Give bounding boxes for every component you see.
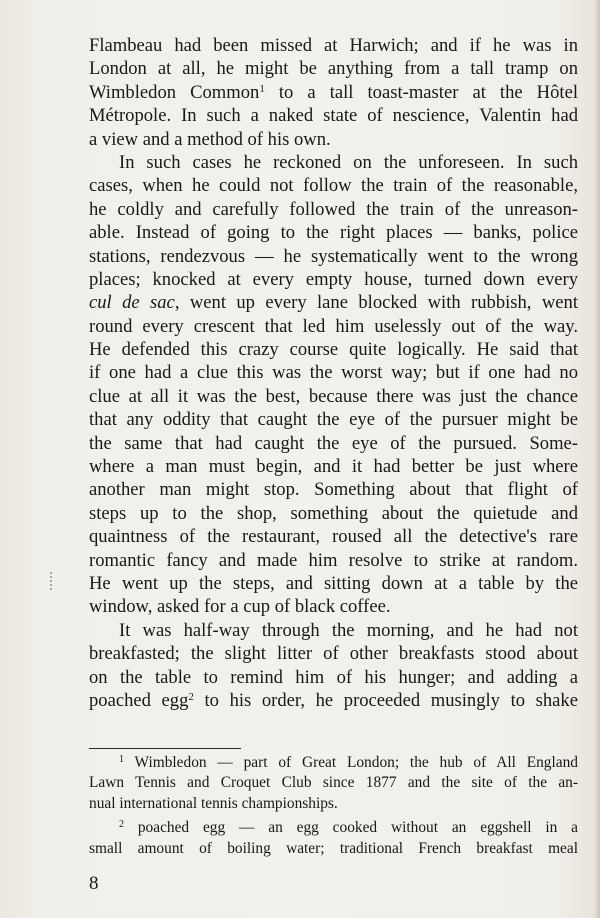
text-line: Métropole. In such a naked state of nescience, Valentin had (89, 105, 578, 127)
footnote-line: Lawn Tennis and Croquet Club since 1877 and the site of the an- (89, 774, 578, 792)
text-line: clue at all it was the best, because there was just the chance (89, 385, 578, 407)
footnote-line (89, 753, 578, 773)
text-line: Flambeau had been missed at Harwich; and if he was in (89, 35, 578, 56)
text-line: romantic fancy and made him resolve to strike at random. (89, 549, 578, 571)
text-line: He went up the steps, and sitting down at a table by the (89, 572, 578, 594)
text-line: the same that had caught the eye of the pursued. Some- (89, 432, 578, 454)
text-line: London at all, he might be anything from a tall tramp on (89, 58, 578, 80)
text-line: if one had a clue this was the worst way; but if one had no (89, 362, 578, 384)
footnote-line (89, 818, 578, 838)
text-fragment: poached egg (89, 689, 189, 711)
text-line (89, 81, 578, 104)
italic-phrase: cul de sac (89, 292, 175, 314)
page-number: 8 (89, 873, 99, 894)
text-fragment: to his order, he proceeded musingly to shake (193, 689, 578, 711)
footnote-divider (89, 748, 241, 749)
footnotes (89, 753, 578, 859)
text-line: that any oddity that caught the eye of the pursuer might be (89, 409, 578, 431)
text-line: window, asked for a cup of black coffee. (89, 596, 391, 618)
text-line: quaintness of the restaurant, roused all the detective's rare (89, 526, 578, 548)
footnote-text: Wimbledon — part of Great London; the hub of All England (124, 754, 578, 771)
margin-pencil-mark (50, 572, 55, 590)
footnote-line: small amount of boiling water; traditional French breakfast meal (89, 839, 578, 857)
text-line: a view and a method of his own. (89, 128, 331, 150)
footnote-line: nual international tennis championships. (89, 794, 338, 812)
text-line: able. Instead of going to the right places — banks, police (89, 222, 578, 244)
text-line: on the table to remind him of his hunger; and adding a (89, 666, 578, 688)
footnote-marker-1: 1 (119, 754, 124, 765)
text-line: breakfasted; the slight litter of other breakfasts stood about (89, 643, 578, 665)
text-line (89, 689, 578, 712)
text-line: stations, rendezvous — he systematically went to the wrong (89, 245, 578, 267)
body-text (89, 34, 578, 712)
text-line: round every crescent that led him uselessly out of the way. (89, 315, 578, 337)
paragraph-first-line: It was half-way through the morning, and he had not (119, 619, 578, 641)
footnote-marker-2: 2 (119, 819, 124, 831)
text-fragment: , went up every lane blocked with rubbish, went (174, 292, 578, 314)
text-line: where a man must begin, and it had better be just where (89, 456, 578, 478)
text-line: another man might stop. Something about that flight of (89, 479, 578, 501)
text-fragment: Wimbledon Common (89, 81, 260, 103)
text-line: cases, when he could not follow the train of the reasonable, (89, 175, 578, 197)
text-line: He defended this crazy course quite logically. He said that (89, 339, 578, 361)
text-line: places; knocked at every empty house, turned down every (89, 268, 578, 290)
footnote-text: poached egg — an egg cooked without an eggshell in a (124, 819, 578, 837)
text-fragment: to a tall toast-master at the Hôtel (264, 81, 578, 103)
text-line: steps up to the shop, something about the quietude and (89, 502, 578, 524)
text-line: he coldly and carefully followed the train of the unreason- (89, 198, 578, 220)
paragraph-first-line: In such cases he reckoned on the unforeseen. In such (119, 151, 578, 173)
footnote-ref-2[interactable]: 2 (188, 690, 194, 703)
text-line (89, 291, 578, 314)
page-edge-shadow (594, 0, 600, 918)
footnote-ref-1[interactable]: 1 (259, 82, 265, 95)
